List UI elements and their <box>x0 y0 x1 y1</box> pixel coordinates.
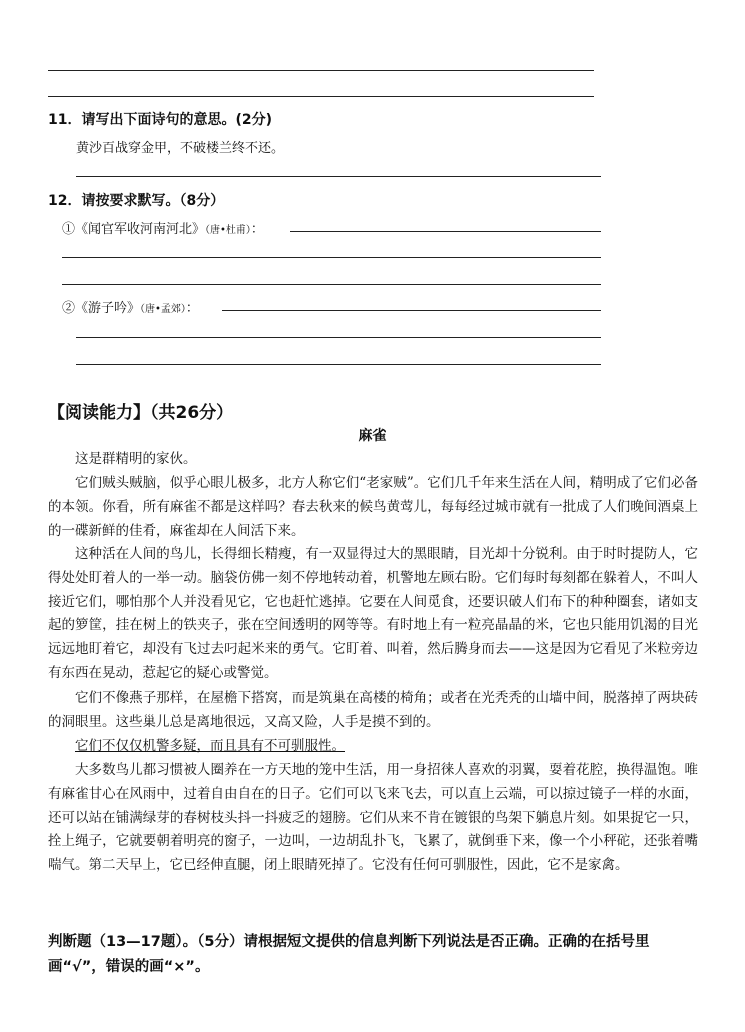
question-12-heading: 12．请按要求默写。（8分） <box>48 193 225 209</box>
answer-line[interactable] <box>62 257 601 258</box>
answer-line[interactable] <box>76 364 601 365</box>
poem-author: （唐•杜甫） <box>205 225 251 236</box>
reading-section-title: 【阅读能力】（共26分） <box>48 403 234 423</box>
colon: ： <box>250 222 264 237</box>
paragraph-6: 大多数鸟儿都习惯被人圈养在一方天地的笼中生活，用一身招徕人喜欢的羽翼，耍着花腔，换得温饱。唯有麻雀甘心在风雨中，过着自由自在的日子。它们可以飞来飞去，可以直上云端，可以掠过镜子一样的水面，还可以站在铺满绿芽的春树枝头抖一抖疲乏的翅膀。它们从来不肯在镀银的鸟架下躺息片刻。如果捉它一只，拴上绳子，它就要朝着明亮的窗子，一边叫，一边胡乱扑飞，飞累了，就倒垂下来，像一个小秤砣，还张着嘴喘气。第二天早上，它已经伸直腿，闭上眼睛死掉了。它没有任何可驯服性，因此，它不是家禽。 <box>48 762 698 874</box>
answer-line[interactable] <box>76 337 601 338</box>
underlined-sentence: 它们不仅仅机警多疑，而且具有不可驯服性。 <box>75 738 345 754</box>
paragraph-2: 它们贼头贼脑，似乎心眼儿极多，北方人称它们“老家贼”。它们几千年来生活在人间，精明成了它们必备的本领。你看，所有麻雀不都是这样吗？春去秋来的候鸟黄莺儿，每每经过城市就有一批成了人们晚间酒桌上的一碟新鲜的佳肴，麻雀却在人间活下来。 <box>48 475 698 539</box>
poem-title: ①《闻官军收河南河北》 <box>62 222 206 237</box>
paragraph-5 <box>48 735 698 759</box>
judge-question-instructions: 判断题（13—17题）。（5分）请根据短文提供的信息判断下列说法是否正确。正确的在括号里画“√”，错误的画“×”。 <box>48 934 650 975</box>
answer-line[interactable] <box>290 231 601 232</box>
answer-line <box>48 96 594 97</box>
question-11-poem: 黄沙百战穿金甲，不破楼兰终不还。 <box>76 141 285 156</box>
paragraph-1: 这是群精明的家伙。 <box>75 451 197 467</box>
question-12-item-1 <box>62 218 264 237</box>
paragraph-4: 它们不像燕子那样，在屋檐下搭窝，而是筑巢在高楼的椅角；或者在光秃秃的山墙中间，脱落掉了两块砖的洞眼里。这些巢儿总是离地很远，又高又险，人手是摸不到的。 <box>48 690 698 730</box>
colon: ： <box>185 301 199 316</box>
poem-author: （唐•孟郊） <box>140 304 186 315</box>
answer-line[interactable] <box>76 176 601 177</box>
answer-line <box>48 70 594 71</box>
question-12-item-2 <box>62 297 199 316</box>
answer-line[interactable] <box>222 310 601 311</box>
poem-title: ②《游子吟》 <box>62 301 141 316</box>
paragraph-3: 这种活在人间的鸟儿，长得细长精瘦，有一双显得过大的黑眼睛，目光却十分锐利。由于时时提防人，它得处处盯着人的一举一动。脑袋仿佛一刻不停地转动着，机警地左顾右盼。它们每时每刻都在躲着人，不叫人接近它们，哪怕那个人并没看见它，它也赶忙逃掉。它要在人间觅食，还要识破人们布下的种种圈套，诸如支起的箩筐，挂在树上的铁夹子，张在空间透明的网等等。有时地上有一粒亮晶晶的米，它也只能用饥渴的目光远远地盯着它，却没有飞过去叼起米来的勇气。它盯着、叫着，然后腾身而去——这是因为它看见了米粒旁边有东西在晃动，惹起它的疑心或警觉。 <box>48 546 698 681</box>
question-11-heading: 11．请写出下面诗句的意思。(2分) <box>48 112 273 128</box>
article-title: 麻雀 <box>358 428 387 444</box>
answer-line[interactable] <box>62 284 601 285</box>
